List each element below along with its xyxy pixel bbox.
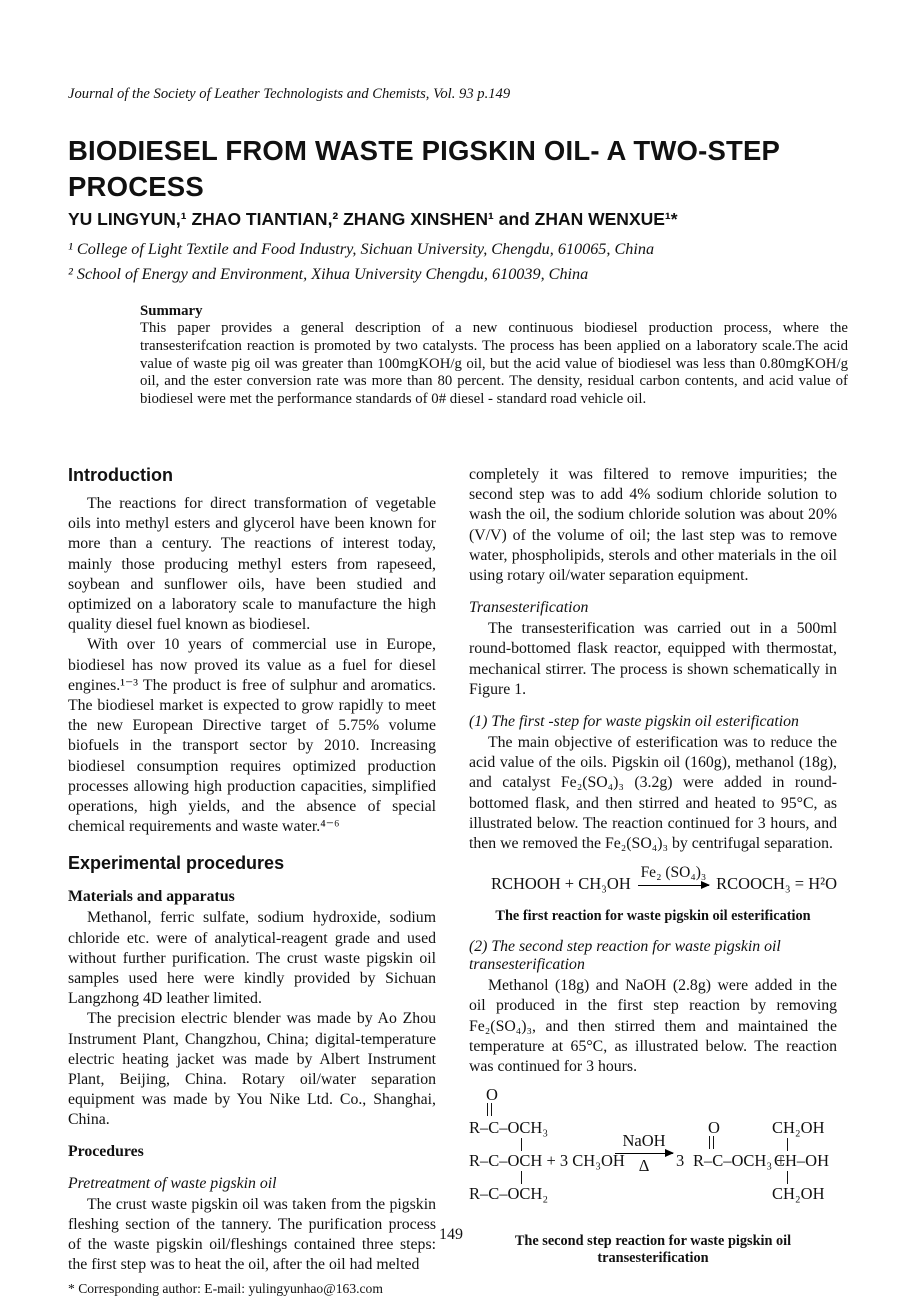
eq1-reactants: RCHOOH + CH₃OH <box>491 874 631 894</box>
single-bond-icon <box>787 1138 788 1151</box>
reaction-arrow-icon <box>638 885 709 886</box>
glycerol-bottom: CH₂OH <box>772 1184 825 1204</box>
left-carbonyl-o-label: O <box>486 1085 498 1105</box>
title-line-1: BIODIESEL FROM WASTE PIGSKIN OIL- A TWO-STEP <box>68 135 781 166</box>
affiliation-2: ² School of Energy and Environment, Xihua University Chengdu, 610039, China <box>68 265 589 283</box>
eq2-caption: The second step reaction for waste pigskin oil transesterification <box>514 1233 792 1267</box>
summary-heading: Summary <box>140 303 203 319</box>
step1-heading: (1) The first -step for waste pigskin oil esterification <box>469 713 799 731</box>
affiliation-1: ¹ College of Light Textile and Food Industry, Sichuan University, Chengdu, 610065, China <box>68 240 655 258</box>
pretreatment-paragraph: The crust waste pigskin oil was taken from the pigskin fleshing section of the tannery. The purification process of the waste pigskin oil/fleshings contained three steps: the first step was to heat the oil, after the oil had melted <box>68 1195 436 1274</box>
summary-text: This paper provides a general description of a new continuous biodiesel production process, where the transesterifcation reaction is promoted by two catalysts. The process has been applied on a laboratory scale.The acid value of waste pig oil was greater than 100mgKOH/g oil, but the acid value of biodiesel was less than 0.80mgKOH/g oil, and the ester conversion rate was more than 80 percent. The density, residual carbon contents, and acid value of biodiesel were met the performance standards of 0# diesel - standard road vehicle oil. <box>140 320 848 408</box>
right-carbonyl-o-label: O <box>708 1118 720 1138</box>
summary-section <box>140 303 848 409</box>
transesterification-heading: Transesterification <box>469 599 589 617</box>
step1-paragraph: The main objective of esterification was to reduce the acid value of the oils. Pigskin oil (160g), methanol (18g), and catalyst Fe₂(SO₄)₃ (3.2g) were added in round-bottomed flask, and then stirred and heated to 95°C, as illustrated below. The reaction continued for 3 hours, and then we removed the Fe₂(SO₄)₃ by centrifugal separation. <box>469 734 837 853</box>
methyl-ester-product: R–C–OCH₃ + <box>693 1151 786 1171</box>
single-bond-icon <box>787 1171 788 1184</box>
intro-paragraph-2: With over 10 years of commercial use in Europe, biodiesel has now proved its value as a fuel for diesel engines.¹⁻³ The product is free of sulphur and aromatics. The biodiesel market is expected to grow rapidly to meet the new European Directive target of 5.75% volume biofuels in the transport sector by 2010. Increasing biodiesel consumption requires optimized production processes allowing high production capacities, simplified operations, high yields, and the absence of special chemical requirements and waste water.⁴⁻⁶ <box>68 636 436 836</box>
delta-label: Δ <box>638 1156 650 1176</box>
naoh-label: NaOH <box>622 1131 666 1151</box>
triglyceride-row-3: R–C–OCH₂ <box>469 1184 549 1204</box>
two-column-body <box>68 465 840 1297</box>
glycerol-top: CH₂OH <box>772 1118 825 1138</box>
continued-paragraph: completely it was filtered to remove impurities; the second step was to add 4% sodium chloride solution to wash the oil, the sodium chloride solution was about 20% (V/V) of the volume of oil; the last step was to remove water, phospholipids, sterols and other materials in the oil using rotary oil/water separation equipment. <box>469 465 837 584</box>
materials-paragraph-1: Methanol, ferric sulfate, sodium hydroxide, sodium chloride etc. were of analytical-reagent grade and used without further purification. The crust waste pigskin oil samples used here were kindly provided by Sichuan Langzhong 4D leather limited. <box>68 909 436 1008</box>
page-number: 149 <box>439 1226 463 1243</box>
right-column <box>469 465 837 1297</box>
materials-heading: Materials and apparatus <box>68 888 235 906</box>
transesterification-paragraph: The transesterification was carried out in a 500ml round-bottomed flask reactor, equipped with thermostat, mechanical stirrer. The process is shown schematically in Figure 1. <box>469 620 837 698</box>
intro-heading: Introduction <box>68 464 173 485</box>
triglyceride-row-2: R–C–OCH + 3 CH₃OH <box>469 1151 625 1171</box>
pretreatment-heading: Pretreatment of waste pigskin oil <box>68 1174 277 1192</box>
corresponding-author-footnote: * Corresponding author: E-mail: yulingyunhao@163.com <box>68 1281 383 1297</box>
experimental-heading: Experimental procedures <box>68 853 285 874</box>
eq1-products: RCOOCH₃ = H²O <box>716 874 837 894</box>
eq2-reaction-arrow <box>615 1131 673 1176</box>
esterification-equation <box>491 864 837 894</box>
title-line-2: PROCESS <box>68 171 204 202</box>
intro-paragraph-1: The reactions for direct transformation of vegetable oils into methyl esters and glycerol have been known for more than a century. The reactions of interest today, mainly those producing methyl esters from rapeseed, soybean and sunflower oils, have been studied and optimized on a laboratory scale to manufacture the high quality diesel fuel known as biodiesel. <box>68 494 436 634</box>
authors-line: YU LINGYUN,¹ ZHAO TIANTIAN,² ZHANG XINSHEN¹ and ZHAN WENXUE¹* <box>68 209 678 229</box>
step2-heading: (2) The second step reaction for waste pigskin oil transesterification <box>469 938 781 974</box>
eq1-caption: The first reaction for waste pigskin oil esterification <box>495 908 811 925</box>
reaction-arrow-icon <box>615 1153 673 1154</box>
eq1-catalyst-label: Fe₂ (SO₄)₃ <box>640 864 707 882</box>
eq1-reaction-arrow <box>638 864 709 887</box>
materials-paragraph-2: The precision electric blender was made by Ao Zhou Instrument Plant, Changzhou, China; digital-temperature electric heating jacket was made by Albert Instrument Plant, Beijing, China. Rotary oil/water separation equipment was made by You Nike Ltd. Co., Shanghai, China. <box>68 1010 436 1129</box>
procedures-heading: Procedures <box>68 1142 144 1160</box>
transesterification-diagram <box>469 1085 837 1211</box>
paper-title <box>68 133 840 205</box>
triglyceride-row-1: R–C–OCH₃ <box>469 1118 549 1138</box>
single-bond-icon <box>521 1138 522 1151</box>
double-bond-icon <box>709 1136 714 1149</box>
stoichiometric-coefficient: 3 <box>676 1151 685 1171</box>
glycerol-mid: CH–OH <box>774 1151 830 1171</box>
double-bond-icon <box>487 1103 492 1116</box>
step2-paragraph: Methanol (18g) and NaOH (2.8g) were added in the oil produced in the first step reaction by removing Fe₂(SO₄)₃, and then stirred them and maintained the temperature at 65°C, as illustrated below. The reaction was continued for 3 hours. <box>469 977 837 1076</box>
left-column <box>68 465 436 1297</box>
single-bond-icon <box>521 1171 522 1184</box>
journal-header: Journal of the Society of Leather Technologists and Chemists, Vol. 93 p.149 <box>68 86 511 102</box>
